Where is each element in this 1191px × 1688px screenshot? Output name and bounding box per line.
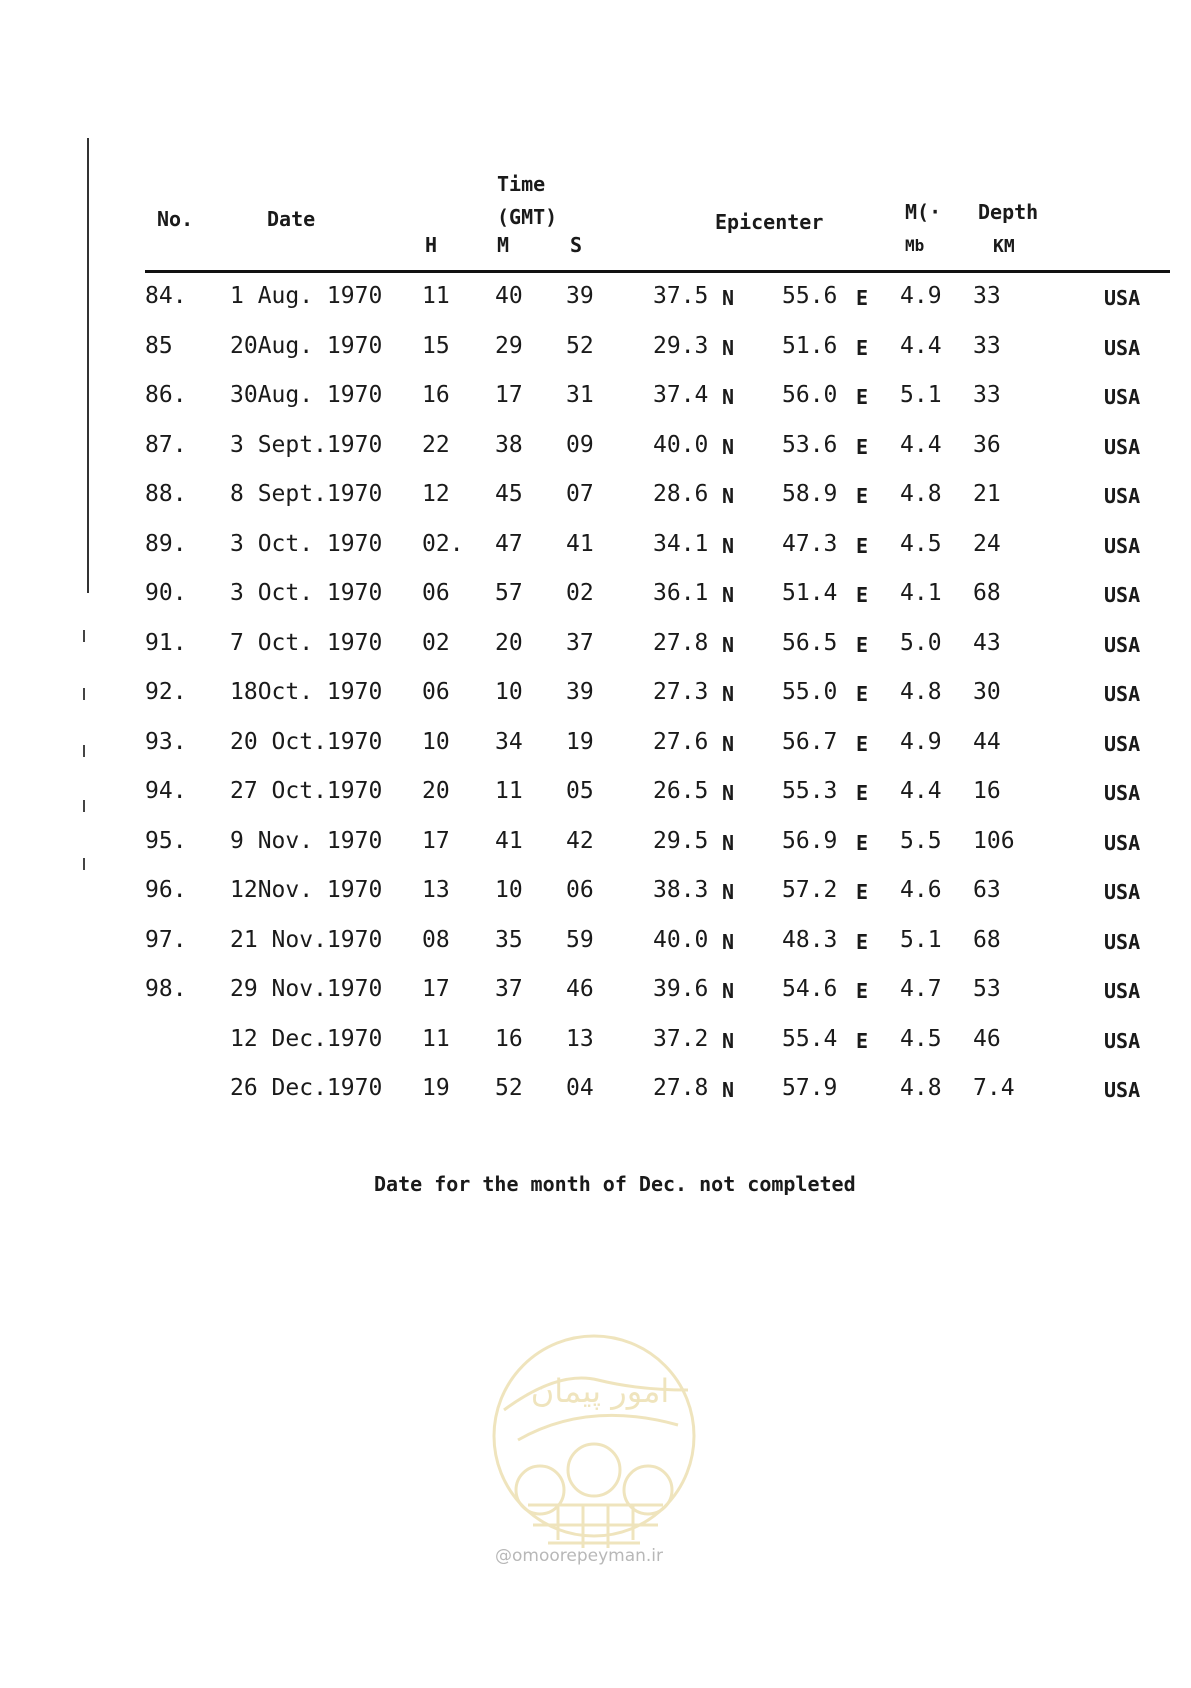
cell-minute: 16 [495, 1025, 523, 1052]
cell-lon-hemisphere: E [856, 385, 869, 409]
cell-longitude: 55.0 [782, 679, 838, 705]
cell-minute: 41 [495, 827, 523, 854]
cell-date: 7 Oct. 1970 [230, 629, 383, 656]
cell-source: USA [1104, 434, 1141, 459]
cell-second: 09 [566, 431, 594, 458]
cell-longitude: 56.5 [782, 629, 838, 656]
table-row [0, 768, 1191, 818]
cell-longitude: 56.7 [782, 728, 838, 755]
cell-lon-hemisphere: E [856, 682, 869, 706]
cell-longitude: 55.3 [782, 778, 838, 804]
cell-second: 46 [566, 976, 594, 1002]
cell-lon-hemisphere: E [856, 781, 869, 805]
header-depth-unit: KM [993, 236, 1015, 257]
cell-hour: 16 [422, 382, 450, 408]
cell-lat-hemisphere: N [722, 830, 735, 855]
cell-source: USA [1104, 880, 1141, 904]
table-row [0, 1016, 1191, 1066]
cell-longitude: 53.6 [782, 431, 838, 458]
cell-lat-hemisphere: N [722, 929, 735, 954]
cell-date: 8 Sept.1970 [230, 481, 383, 507]
cell-lon-hemisphere: E [856, 632, 869, 657]
cell-hour: 13 [422, 877, 450, 903]
cell-latitude: 27.6 [653, 728, 709, 755]
cell-no: 97. [145, 926, 187, 953]
header-date: Date [267, 207, 316, 231]
table-row [0, 719, 1191, 769]
cell-second: 42 [566, 827, 594, 854]
cell-date: 3 Sept.1970 [230, 431, 383, 458]
cell-no: 98. [145, 976, 187, 1002]
cell-minute: 29 [495, 332, 523, 359]
cell-depth: 53 [973, 976, 1001, 1002]
cell-longitude: 56.0 [782, 382, 838, 408]
cell-second: 02 [566, 580, 594, 606]
cell-latitude: 28.6 [653, 481, 709, 507]
cell-longitude: 57.2 [782, 877, 838, 903]
cell-magnitude: 4.1 [900, 580, 942, 606]
cell-longitude: 55.4 [782, 1025, 838, 1052]
cell-minute: 11 [495, 778, 523, 804]
cell-depth: 33 [973, 332, 1001, 359]
cell-depth: 24 [973, 530, 1001, 557]
watermark-seal-icon [488, 1330, 700, 1560]
cell-hour: 02. [422, 530, 464, 557]
cell-hour: 06 [422, 679, 450, 705]
cell-depth: 43 [973, 629, 1001, 656]
cell-latitude: 37.5 [653, 283, 709, 309]
cell-source: USA [1104, 682, 1141, 706]
cell-longitude: 54.6 [782, 976, 838, 1002]
cell-depth: 46 [973, 1025, 1001, 1052]
table-row [0, 570, 1191, 620]
cell-date: 12Nov. 1970 [230, 877, 383, 903]
cell-no: 87. [145, 431, 187, 458]
cell-lat-hemisphere: N [722, 533, 735, 558]
cell-depth: 68 [973, 580, 1001, 606]
cell-lat-hemisphere: N [722, 731, 735, 756]
cell-latitude: 40.0 [653, 431, 709, 458]
cell-second: 05 [566, 778, 594, 804]
cell-source: USA [1104, 583, 1141, 607]
table-row [0, 471, 1191, 521]
cell-depth: 36 [973, 431, 1001, 458]
cell-minute: 40 [495, 283, 523, 309]
cell-minute: 17 [495, 382, 523, 408]
header-magnitude: M(· [905, 200, 942, 224]
seal-text: امور پیمان [530, 1372, 670, 1410]
cell-magnitude: 4.4 [900, 778, 942, 804]
cell-lon-hemisphere: E [856, 880, 869, 904]
cell-latitude: 27.8 [653, 1075, 709, 1101]
cell-magnitude: 4.4 [900, 431, 942, 458]
cell-depth: 33 [973, 283, 1001, 309]
cell-magnitude: 5.0 [900, 629, 942, 656]
cell-source: USA [1104, 929, 1141, 954]
cell-source: USA [1104, 1078, 1141, 1102]
cell-date: 21 Nov.1970 [230, 926, 383, 953]
cell-longitude: 48.3 [782, 926, 838, 953]
cell-second: 39 [566, 679, 594, 705]
cell-date: 29 Nov.1970 [230, 976, 383, 1002]
cell-depth: 106 [973, 827, 1015, 854]
cell-hour: 06 [422, 580, 450, 606]
cell-minute: 38 [495, 431, 523, 458]
cell-minute: 10 [495, 679, 523, 705]
cell-hour: 17 [422, 976, 450, 1002]
cell-latitude: 34.1 [653, 530, 709, 557]
cell-source: USA [1104, 385, 1141, 409]
table-row [0, 1065, 1191, 1115]
cell-longitude: 51.6 [782, 332, 838, 359]
cell-source: USA [1104, 484, 1141, 508]
cell-no: 95. [145, 827, 187, 854]
cell-depth: 30 [973, 679, 1001, 705]
cell-source: USA [1104, 286, 1141, 310]
cell-magnitude: 4.4 [900, 332, 942, 359]
cell-lat-hemisphere: N [722, 484, 735, 508]
cell-latitude: 27.3 [653, 679, 709, 705]
cell-second: 06 [566, 877, 594, 903]
cell-latitude: 39.6 [653, 976, 709, 1002]
cell-hour: 11 [422, 1025, 450, 1052]
table-row [0, 422, 1191, 472]
cell-lon-hemisphere: E [856, 484, 869, 508]
cell-lon-hemisphere: E [856, 533, 869, 558]
cell-hour: 19 [422, 1075, 450, 1101]
cell-lat-hemisphere: N [722, 682, 735, 706]
cell-minute: 52 [495, 1075, 523, 1101]
cell-lon-hemisphere: E [856, 434, 869, 459]
cell-lon-hemisphere: E [856, 1028, 869, 1053]
cell-hour: 12 [422, 481, 450, 507]
table-row [0, 323, 1191, 373]
cell-hour: 02 [422, 629, 450, 656]
table-row [0, 521, 1191, 571]
cell-no: 85 [145, 332, 173, 359]
header-depth: Depth [978, 200, 1039, 224]
cell-longitude: 58.9 [782, 481, 838, 507]
cell-second: 07 [566, 481, 594, 507]
cell-lon-hemisphere: E [856, 731, 869, 756]
cell-lat-hemisphere: N [722, 781, 735, 805]
cell-latitude: 37.4 [653, 382, 709, 408]
cell-latitude: 27.8 [653, 629, 709, 656]
cell-date: 26 Dec.1970 [230, 1075, 383, 1101]
table-row [0, 372, 1191, 422]
cell-minute: 57 [495, 580, 523, 606]
cell-magnitude: 4.5 [900, 530, 942, 557]
header-hour: H [425, 233, 438, 257]
cell-lat-hemisphere: N [722, 880, 735, 904]
cell-longitude: 55.6 [782, 283, 838, 309]
cell-date: 30Aug. 1970 [230, 382, 383, 408]
cell-magnitude: 5.1 [900, 382, 942, 408]
cell-date: 18Oct. 1970 [230, 679, 383, 705]
cell-lat-hemisphere: N [722, 434, 735, 459]
header-gmt: (GMT) [497, 205, 558, 229]
cell-date: 20Aug. 1970 [230, 332, 383, 359]
cell-lon-hemisphere: E [856, 286, 869, 310]
cell-longitude: 47.3 [782, 530, 838, 557]
cell-source: USA [1104, 830, 1141, 855]
cell-lon-hemisphere: E [856, 583, 869, 607]
cell-depth: 63 [973, 877, 1001, 903]
cell-magnitude: 4.8 [900, 1075, 942, 1101]
cell-hour: 10 [422, 728, 450, 755]
table-row [0, 620, 1191, 670]
cell-depth: 33 [973, 382, 1001, 408]
cell-hour: 08 [422, 926, 450, 953]
header-time: Time [497, 172, 546, 196]
cell-second: 41 [566, 530, 594, 557]
cell-lat-hemisphere: N [722, 583, 735, 607]
cell-minute: 34 [495, 728, 523, 755]
cell-minute: 47 [495, 530, 523, 557]
cell-magnitude: 4.9 [900, 728, 942, 755]
table-row [0, 867, 1191, 917]
cell-longitude: 57.9 [782, 1075, 838, 1101]
cell-magnitude: 4.5 [900, 1025, 942, 1052]
cell-minute: 37 [495, 976, 523, 1002]
cell-second: 31 [566, 382, 594, 408]
cell-second: 59 [566, 926, 594, 953]
cell-magnitude: 4.9 [900, 283, 942, 309]
cell-no: 94. [145, 778, 187, 804]
cell-date: 3 Oct. 1970 [230, 580, 383, 606]
cell-source: USA [1104, 632, 1141, 657]
cell-date: 27 Oct.1970 [230, 778, 383, 804]
cell-lon-hemisphere: E [856, 335, 869, 360]
cell-depth: 68 [973, 926, 1001, 953]
cell-minute: 35 [495, 926, 523, 953]
cell-hour: 11 [422, 283, 450, 309]
cell-lon-hemisphere: E [856, 830, 869, 855]
cell-minute: 10 [495, 877, 523, 903]
cell-latitude: 26.5 [653, 778, 709, 804]
footnote: Date for the month of Dec. not completed [374, 1172, 856, 1196]
earthquake-table [0, 273, 1191, 1115]
cell-source: USA [1104, 533, 1141, 558]
cell-magnitude: 5.1 [900, 926, 942, 953]
cell-magnitude: 4.7 [900, 976, 942, 1002]
cell-no: 93. [145, 728, 187, 755]
cell-lat-hemisphere: N [722, 1078, 735, 1102]
cell-depth: 21 [973, 481, 1001, 507]
cell-lat-hemisphere: N [722, 385, 735, 409]
cell-date: 20 Oct.1970 [230, 728, 383, 755]
cell-lat-hemisphere: N [722, 335, 735, 360]
cell-longitude: 56.9 [782, 827, 838, 854]
cell-lat-hemisphere: N [722, 286, 735, 310]
header-minute: M [497, 233, 510, 257]
cell-latitude: 37.2 [653, 1025, 709, 1052]
cell-hour: 15 [422, 332, 450, 359]
table-row [0, 917, 1191, 967]
cell-second: 37 [566, 629, 594, 656]
cell-lat-hemisphere: N [722, 632, 735, 657]
header-no: No. [157, 207, 194, 231]
cell-latitude: 38.3 [653, 877, 709, 903]
header-epicenter: Epicenter [715, 210, 824, 234]
cell-date: 1 Aug. 1970 [230, 283, 383, 309]
cell-hour: 22 [422, 431, 450, 458]
cell-depth: 7.4 [973, 1075, 1015, 1101]
cell-magnitude: 4.6 [900, 877, 942, 903]
cell-second: 19 [566, 728, 594, 755]
table-row [0, 273, 1191, 323]
cell-latitude: 36.1 [653, 580, 709, 606]
cell-hour: 20 [422, 778, 450, 804]
cell-no: 92. [145, 679, 187, 705]
cell-source: USA [1104, 781, 1141, 805]
cell-date: 9 Nov. 1970 [230, 827, 383, 854]
cell-source: USA [1104, 979, 1141, 1003]
cell-latitude: 29.5 [653, 827, 709, 854]
watermark-url: @omoorepeyman.ir [495, 1546, 664, 1566]
table-row [0, 669, 1191, 719]
cell-source: USA [1104, 335, 1141, 360]
table-row [0, 818, 1191, 868]
cell-lon-hemisphere: E [856, 929, 869, 954]
cell-date: 12 Dec.1970 [230, 1025, 383, 1052]
header-magnitude-sub: Mb [905, 236, 925, 255]
cell-latitude: 29.3 [653, 332, 709, 359]
cell-second: 04 [566, 1075, 594, 1101]
cell-no: 84. [145, 283, 187, 309]
cell-no: 90. [145, 580, 187, 606]
cell-depth: 16 [973, 778, 1001, 804]
cell-depth: 44 [973, 728, 1001, 755]
cell-latitude: 40.0 [653, 926, 709, 953]
cell-hour: 17 [422, 827, 450, 854]
cell-magnitude: 4.8 [900, 679, 942, 705]
cell-minute: 45 [495, 481, 523, 507]
cell-lat-hemisphere: N [722, 979, 735, 1003]
cell-longitude: 51.4 [782, 580, 838, 606]
cell-date: 3 Oct. 1970 [230, 530, 383, 557]
cell-no: 96. [145, 877, 187, 903]
cell-lat-hemisphere: N [722, 1028, 735, 1053]
table-row [0, 966, 1191, 1016]
cell-second: 13 [566, 1025, 594, 1052]
cell-magnitude: 4.8 [900, 481, 942, 507]
cell-second: 39 [566, 283, 594, 309]
cell-source: USA [1104, 731, 1141, 756]
cell-second: 52 [566, 332, 594, 359]
cell-no: 88. [145, 481, 187, 507]
header-second: S [570, 233, 583, 257]
cell-no: 91. [145, 629, 187, 656]
cell-lon-hemisphere: E [856, 979, 869, 1003]
cell-source: USA [1104, 1028, 1141, 1053]
cell-magnitude: 5.5 [900, 827, 942, 854]
cell-no: 86. [145, 382, 187, 408]
cell-no: 89. [145, 530, 187, 557]
cell-minute: 20 [495, 629, 523, 656]
